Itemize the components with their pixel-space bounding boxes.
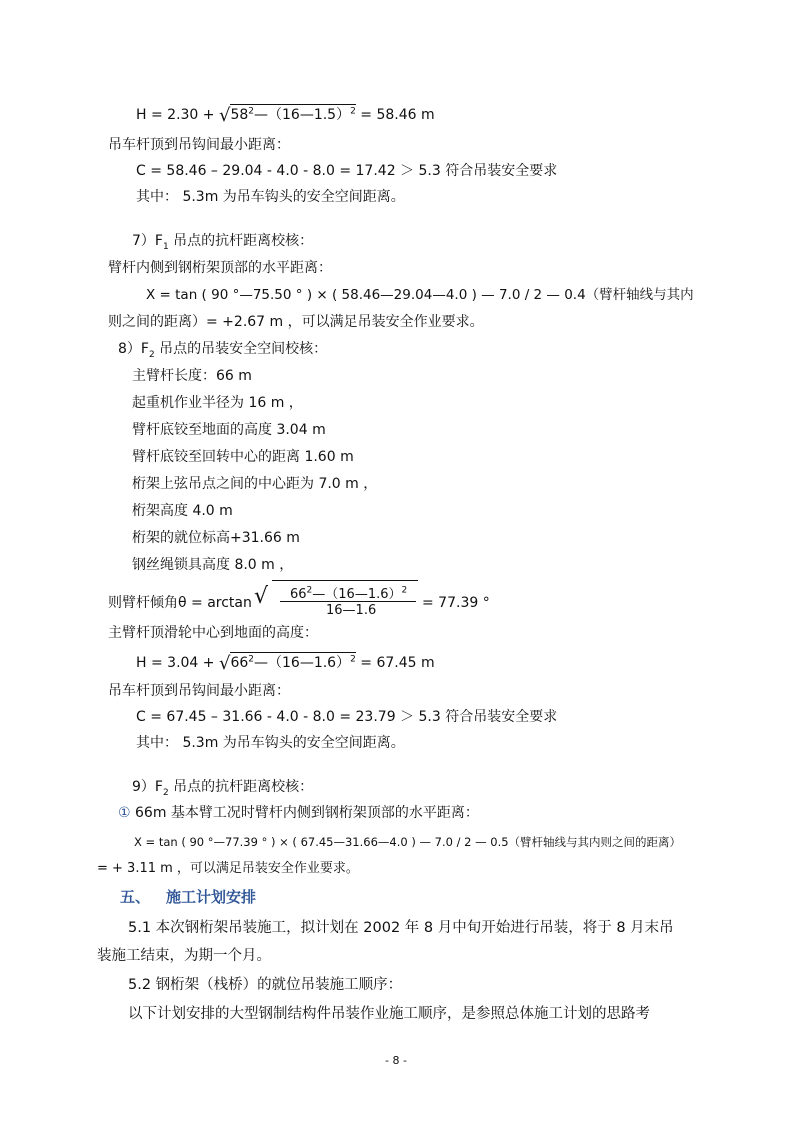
note-1: 其中： 5.3m 为吊车钩头的安全空间距离。 [136, 189, 405, 205]
paragraph-5-1-line2: 装施工结束，为期一个月。 [97, 948, 271, 964]
circled-one-icon: ① [118, 805, 131, 821]
param-line: 起重机作业半径为 16 m ， [132, 395, 303, 411]
item-9-subitem: ① 66m 基本臂工况时臂杆内侧到钢桁架顶部的水平距离： [118, 805, 479, 821]
item-8-heading: $8)F_2$ 吊点的吊装安全空间校核： [118, 341, 328, 360]
paragraph-5-3: 以下计划安排的大型钢制结构件吊装作业施工顺序，是参照总体施工计划的思路考 [128, 1006, 650, 1022]
item-9-heading: $9)F_2$ 吊点的抗杆距离校核： [132, 779, 314, 798]
formula-c2: C = 67.45 – 31.66 - 4.0 - 8.0 = 23.79 ＞ 5.3 符合吊装安全要求 [136, 709, 558, 725]
fraction-bar [280, 601, 416, 602]
formula-x2-line2: = + 3.11 m ，可以满足吊装安全作业要求。 [97, 861, 359, 876]
formula-h2-result: = 67.45 m [355, 655, 435, 671]
horizontal-distance-title-1: 臂杆内侧到钢桁架顶部的水平距离： [108, 260, 332, 276]
theta-numerator: $66^2—(16—1.6)^2$ [290, 585, 408, 602]
paragraph-5-2: 5.2 钢桁架（栈桥）的就位吊装施工顺序： [128, 977, 403, 993]
formula-h1-prefix: H = 2.30 + [136, 107, 219, 123]
param-line: 桁架高度 4.0 m [132, 503, 233, 519]
formula-c1: C = 58.46 – 29.04 - 4.0 - 8.0 = 17.42 ＞ 5.3 符合吊装安全要求 [136, 163, 558, 179]
min-distance-title-1: 吊车杆顶到吊钩间最小距离： [108, 137, 290, 153]
theta-fraction [280, 583, 420, 619]
theta-result: = 77.39 ° [422, 595, 490, 611]
sqrt-overline [272, 580, 418, 581]
sqrt-symbol: $√58^2—(16—1.5)^2$ [218, 105, 356, 126]
paragraph-5-1-line1: 5.1 本次钢桁架吊装施工，拟计划在 2002 年 8 月中旬开始进行吊装，将于 8 月末吊 [128, 920, 674, 936]
section-5-heading [120, 888, 256, 906]
param-line: 主臂杆长度：66 m [132, 368, 252, 384]
section-5-title: 施工计划安排 [166, 888, 257, 906]
formula-h2-prefix: H = 3.04 + [136, 655, 219, 671]
formula-x2-line1: X = tan ( 90 °—77.39 ° ) × ( 67.45—31.66—4.0 ) — 7.0 / 2 — 0.5（臂杆轴线与其内则之间的距离） [134, 835, 682, 849]
formula-x1-line2: 则之间的距离）= +2.67 m ，可以满足吊装安全作业要求。 [108, 314, 484, 330]
formula-h1 [136, 104, 435, 124]
note-2: 其中： 5.3m 为吊车钩头的安全空间距离。 [136, 735, 405, 751]
param-line: 钢丝绳锁具高度 8.0 m ， [132, 557, 294, 573]
param-line: 臂杆底铰至地面的高度 3.04 m [132, 422, 326, 438]
section-5-number: 五、 [120, 888, 151, 906]
sqrt-symbol: $√66^2—(16—1.6)^2$ [218, 653, 356, 674]
param-line: 桁架的就位标高+31.66 m [132, 530, 300, 546]
theta-denominator: 16—1.6 [326, 603, 377, 618]
theta-prefix: 则臂杆倾角θ = arctan [108, 595, 252, 611]
page-number: - 8 - [385, 1054, 407, 1067]
item-7-heading: $7)F_1$ 吊点的抗杆距离校核： [132, 233, 314, 252]
pulley-height-title: 主臂杆顶滑轮中心到地面的高度： [108, 625, 318, 641]
param-line: 桁架上弦吊点之间的中心距为 7.0 m ， [132, 476, 378, 492]
formula-h2 [136, 652, 435, 672]
formula-x1-line1: X = tan ( 90 °—75.50 ° ) × ( 58.46—29.04—4.0 ) — 7.0 / 2 — 0.4（臂杆轴线与其内 [146, 287, 694, 303]
min-distance-title-2: 吊车杆顶到吊钩间最小距离： [108, 683, 290, 699]
formula-h1-result: = 58.46 m [355, 107, 435, 123]
param-line: 臂杆底铰至回转中心的距离 1.60 m [132, 449, 354, 465]
sqrt-symbol: √ [254, 584, 269, 609]
